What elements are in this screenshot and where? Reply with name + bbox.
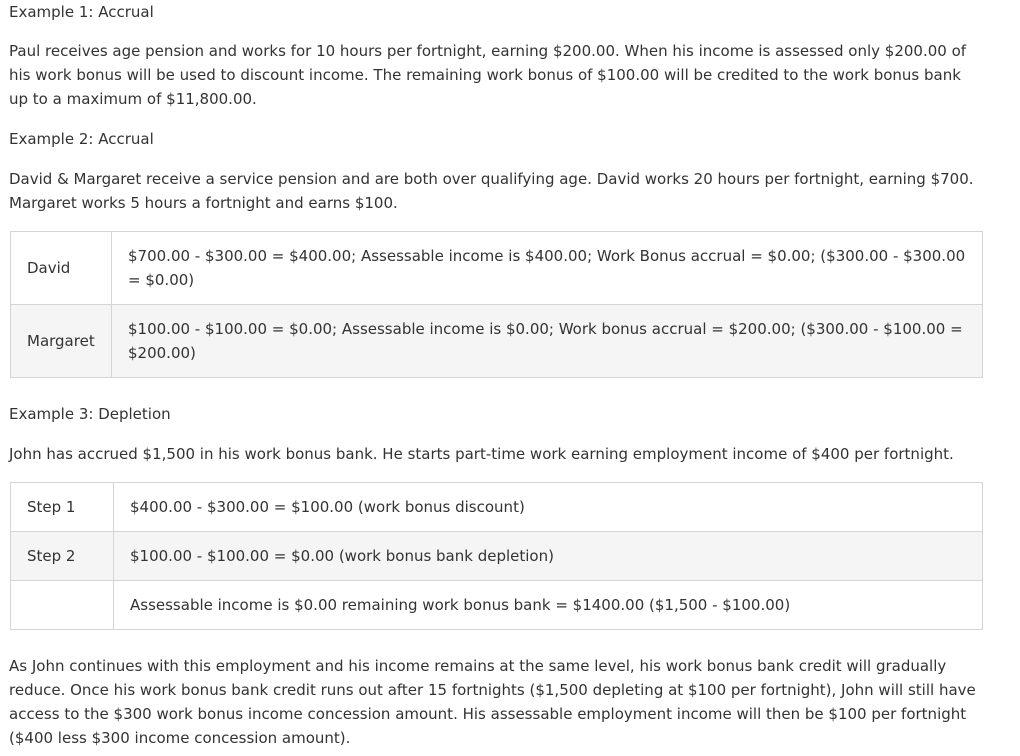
example3-heading: Example 3: Depletion	[9, 405, 171, 423]
example2-paragraph: David & Margaret receive a service pension and are both over qualifying age. David works 20 hours per fortnight, earning $700. Margaret works 5 hours a fortnight and earns $100.	[9, 170, 974, 212]
example1-paragraph: Paul receives age pension and works for 10 hours per fortnight, earning $200.00. When his income is assessed only $200.00 of his work bonus will be used to discount income. The remaining work bonus of $100.00 will be credited to the work bonus bank up to a maximum of $11,800.00.	[9, 42, 967, 108]
row-calculation: $100.00 - $100.00 = $0.00; Assessable income is $0.00; Work bonus accrual = $200.00; ($300.00 - $100.00 = $200.00)	[112, 305, 983, 378]
conclusion-paragraph: As John continues with this employment and his income remains at the same level, his work bonus bank credit will gradually reduce. Once his work bonus bank credit runs out after 15 fortnights ($1,500 depleting at $100 per fortnight), John will still have access to the $300 work bonus income concession amount. His assessable employment income will then be $100 per fortnight ($400 less $300 income concession amount).	[9, 657, 976, 747]
example3-table	[10, 482, 983, 630]
row-label: Step 2	[11, 532, 114, 581]
row-label	[11, 581, 114, 630]
example2-table	[10, 231, 983, 378]
row-calculation: $400.00 - $300.00 = $100.00 (work bonus discount)	[114, 483, 983, 532]
example1-heading: Example 1: Accrual	[9, 3, 154, 21]
table-row	[11, 483, 983, 532]
row-label: David	[11, 232, 112, 305]
table-row	[11, 305, 983, 378]
row-calculation: $100.00 - $100.00 = $0.00 (work bonus bank depletion)	[114, 532, 983, 581]
example3-paragraph: John has accrued $1,500 in his work bonus bank. He starts part-time work earning employment income of $400 per fortnight.	[9, 445, 954, 463]
table-row	[11, 232, 983, 305]
table-row	[11, 532, 983, 581]
table-row	[11, 581, 983, 630]
row-label: Margaret	[11, 305, 112, 378]
example2-heading: Example 2: Accrual	[9, 130, 154, 148]
row-calculation: Assessable income is $0.00 remaining work bonus bank = $1400.00 ($1,500 - $100.00)	[114, 581, 983, 630]
row-calculation: $700.00 - $300.00 = $400.00; Assessable income is $400.00; Work Bonus accrual = $0.00; ($300.00 - $300.00 = $0.00)	[112, 232, 983, 305]
row-label: Step 1	[11, 483, 114, 532]
